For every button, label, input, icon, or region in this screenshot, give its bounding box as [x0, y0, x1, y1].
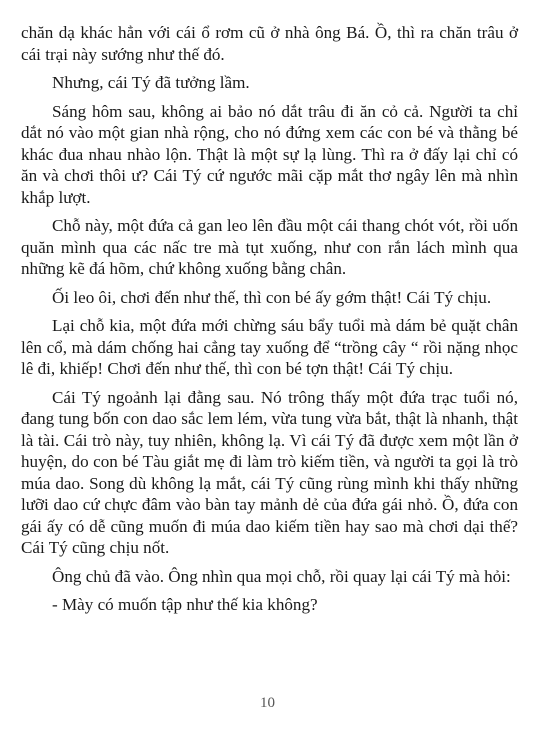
- paragraph-7: Cái Tý ngoảnh lại đằng sau. Nó trông thấy một đứa trạc tuổi nó, đang tung bốn con dao sắc lem lém, vừa tung vừa bắt, thật là nhanh, thật là tài. Cái trò này, tuy nhiên, không lạ. Vì cái Tý đã được xem một lần ở huyện, do con bé Tàu giắt mẹ đi làm trò kiếm tiền, và người ta gọi là trò múa dao. Song dù không lạ mắt, cái Tý cũng rùng mình khi thấy những lưỡi dao cứ chực đâm vào bàn tay mảnh dẻ của đứa gái nhỏ. Ồ, đứa con gái ấy có dễ cũng muốn đi múa dao kiếm tiền hay sao mà chơi dại thế? Cái Tý cũng chịu nốt.: [21, 387, 518, 557]
- paragraph-2: Nhưng, cái Tý đã tưởng lầm.: [52, 73, 250, 92]
- page-number: 10: [260, 695, 275, 711]
- paragraph-4: Chỗ này, một đứa cả gan leo lên đầu một cái thang chót vót, rồi uốn quăn mình qua các nấc tre mà tụt xuống, như con rắn lách mình qua những kẽ đá hõm, chứ không xuống bằng chân.: [21, 216, 518, 278]
- paragraph-9-dialog: - Mày có muốn tập như thế kia không?: [52, 595, 318, 614]
- paragraph-1: chăn dạ khác hẳn với cái ổ rơm cũ ở nhà ông Bá. Ồ, thì ra chăn trâu ở cái trại này sướng như thế đó.: [21, 23, 518, 64]
- paragraph-5: Ối leo ôi, chơi đến như thế, thì con bé ấy gớm thật! Cái Tý chịu.: [52, 287, 492, 307]
- page-body: [21, 22, 518, 623]
- paragraph-3: Sáng hôm sau, không ai bảo nó dắt trâu đi ăn cỏ cả. Người ta chỉ dắt nó vào một gian nhà rộng, cho nó đứng xem các con bé và thằng bé khác đua nhau nhào lộn. Thật là một sự lạ lùng. Thì ra ở đấy lại chỉ có ăn và chơi thôi ư? Cái Tý cứ ngước mãi cặp mắt thơ ngây lên mà nhìn khắp lượt.: [21, 101, 518, 207]
- paragraph-8: Ông chủ đã vào. Ông nhìn qua mọi chỗ, rồi quay lại cái Tý mà hỏi:: [52, 566, 511, 586]
- paragraph-6: Lại chỗ kia, một đứa mới chừng sáu bẩy tuổi mà dám bẻ quặt chân lên cổ, mà dám chống hai cẳng tay xuống để “trồng cây “ rồi nặng nhọc lê đi, khiếp! Chơi đến như thế, thì con bé tợn thật! Cái Tý chịu.: [21, 316, 518, 378]
